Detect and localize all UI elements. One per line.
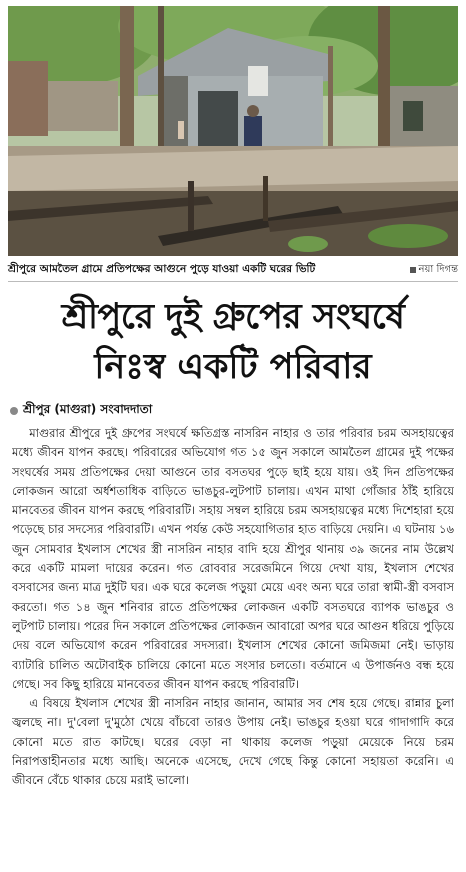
headline-line-2: নিঃস্ব একটি পরিবার: [94, 347, 372, 387]
photo-caption-row: [8, 259, 458, 282]
bullet-dot-icon: [10, 407, 18, 415]
headline: [0, 292, 466, 392]
photo-credit: [410, 262, 459, 279]
article-paragraph-1: মাগুরার শ্রীপুরে দুই গ্রুপের সংঘর্ষে ক্ষতিগ্রস্ত নাসরিন নাহার ও তার পরিবার চরম অসহায়ত্বের মধ্যে জীবন যাপন করছে। পরিবারের অভিযোগ গত ১৫ জুন সকালে আমতৈল গ্রামের দুই পক্ষের সংঘর্ষের সময় প্রতিপক্ষের দেয়া আগুনে তার বসতঘর পুড়ে ছাই হয়ে যায়। ওই দিন প্রতিপক্ষের লোকজন আরো অর্ধশতাধিক বাড়িতে ভাঙচুর-লুটপাট চালায়। এখন মাথা গোঁজার ঠাঁই হারিয়ে মানবেতর জীবন যাপন করছে পরিবারটি। সহায় সম্বল হারিয়ে চরম অসহায়ত্বের মধ্যে দিশেহারা হয়ে পড়েছে চার সদস্যের পরিবারটি। এখন পর্যন্ত কেউ সহযোগিতার হাত বাড়িয়ে দেয়নি। এ ঘটনায় ১৬ জুন সোমবার ইখলাস শেখের স্ত্রী নাসরিন নাহার বাদি হয়ে শ্রীপুর থানায় ৩৯ জনের নাম উল্লেখ করে একটি মামলা দায়ের করেন। গত রোববার সরেজমিনে গিয়ে দেখা যায়, ইখলাস শেখের বসবাসের জন্য মাত্র দুইটি ঘর। এক ঘরে কলেজ পড়ুয়া মেয়ে এবং অন্য ঘরে তারা স্বামী-স্ত্রী বসবাস করতো। গত ১৪ জুন শনিবার রাতে প্রতিপক্ষের লোকজন একটি বসতঘরে ব্যাপক ভাঙচুর ও লুটপাট চালায়। পরের দিন সকালে প্রতিপক্ষের লোকজন আবারো অপর ঘরে আগুন ধরিয়ে পুড়িয়ে দেয় বলে অভিযোগ করেন পরিবারের সদস্যরা। ইখলাস শেখের কোনো জমিজমা নেই। ভাড়ায় ব্যাটারি চালিত অটোবাইক চালিয়ে কোনো মতে সংসার চলতো। বর্তমানে এ উপার্জনও বন্ধ হয়ে গেছে। সব কিছু হারিয়ে মানবেতর জীবন যাপন করছে পরিবারটি।: [12, 426, 454, 691]
photo-caption: শ্রীপুরে আমতৈল গ্রামে প্রতিপক্ষের আগুনে পুড়ে যাওয়া একটি ঘরের ভিটি: [8, 262, 316, 275]
headline-line-1: শ্রীপুরে দুই গ্রুপের সংঘর্ষে: [61, 297, 405, 337]
dateline-text: শ্রীপুর (মাগুরা) সংবাদদাতা: [23, 402, 153, 416]
news-photo: [8, 6, 458, 256]
square-bullet-icon: [410, 267, 416, 273]
article-paragraph-2: এ বিষয়ে ইখলাস শেখের স্ত্রী নাসরিন নাহার জানান, আমার সব শেষ হয়ে গেছে। রান্নার চুলা জ্বলছে না। দু'বেলা দু'মুঠো খেয়ে বাঁচবো তারও উপায় নেই। ভাঙচুর হওয়া ঘরে গাদাগাদি করে কোনো মতে রাত কাটছে। ঘরের বেড়া না থাকায় কলেজ পড়ুয়া মেয়েকে নিয়ে চরম নিরাপত্তাহীনতার মধ্যে আছি। অনেকে এসেছে, দেখে গেছে কিন্তু কোনো সহায়তা করেনি। এ জীবনে বেঁচে থাকার চেয়ে মরাই ভালো।: [12, 696, 454, 788]
dateline: [10, 402, 152, 420]
photo-credit-text: নয়া দিগন্ত: [418, 263, 458, 275]
article-body: [12, 424, 454, 868]
